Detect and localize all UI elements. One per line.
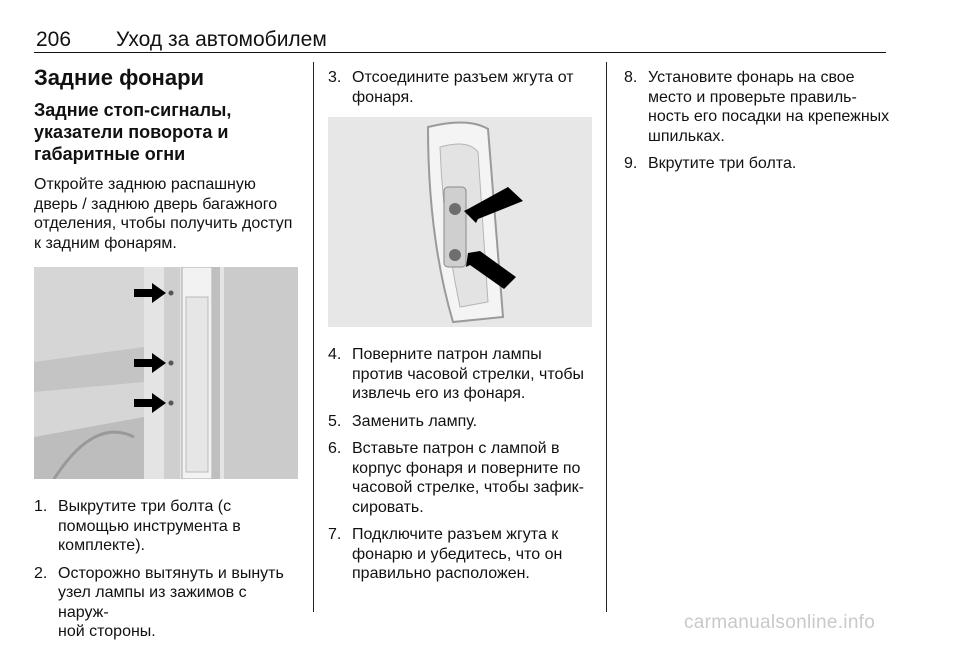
step-number: 7. (328, 526, 342, 543)
running-title: Уход за автомобилем (116, 28, 327, 51)
step-2 (34, 564, 300, 642)
step-line: фонарю и убедитесь, что он (352, 545, 563, 563)
steps-list (34, 497, 300, 642)
subsection-title-line: габаритные огни (34, 144, 186, 164)
step-line: Выкрутите три болта (с (58, 498, 232, 515)
step-number: 3. (328, 69, 342, 86)
subsection-title (34, 99, 300, 165)
step-line: Заменить лампу. (352, 412, 478, 430)
intro-line: к задним фонарям. (34, 234, 177, 252)
step-4 (328, 345, 592, 404)
intro-line: отделения, чтобы получить доступ (34, 215, 293, 232)
step-line: Вкрутите три болта. (648, 155, 797, 172)
step-line: корпус фонаря и поверните по (352, 459, 581, 477)
step-number: 9. (624, 155, 638, 172)
step-number: 6. (328, 440, 342, 457)
step-line: правильно расположен. (352, 565, 530, 582)
intro-paragraph (34, 175, 300, 253)
section-title: Задние фонари (34, 65, 205, 90)
column-middle (328, 58, 592, 592)
step-line: Поверните патрон лампы (352, 346, 542, 363)
door-clips-illustration (34, 267, 298, 479)
step-line: Вставьте патрон с лампой в (352, 440, 560, 457)
step-7 (328, 525, 592, 584)
step-6 (328, 439, 592, 517)
step-line: Отсоедините разъем жгута от (352, 69, 574, 86)
steps-list (328, 68, 592, 107)
step-line: Установите фонарь на свое (648, 69, 855, 86)
column-right (624, 58, 894, 182)
step-line: помощью инструмента в (58, 517, 241, 535)
step-3 (328, 68, 592, 107)
page-header (34, 26, 886, 53)
step-line: сировать. (352, 498, 424, 516)
step-line: фонаря. (352, 88, 414, 106)
step-number: 8. (624, 69, 638, 86)
subsection-title-line: Задние стоп-сигналы, (34, 100, 232, 120)
step-number: 4. (328, 346, 342, 363)
step-number: 2. (34, 564, 48, 582)
watermark: carmanualsonline.info (684, 612, 876, 633)
step-number: 1. (34, 498, 48, 515)
step-line: ность его посадки на крепежных (648, 108, 890, 125)
subsection-title-line: указатели поворота и (34, 122, 229, 142)
step-line: ной стороны. (58, 623, 156, 640)
column-left (34, 58, 300, 650)
step-line: комплекте). (58, 537, 145, 554)
steps-list (328, 345, 592, 584)
step-9 (624, 154, 894, 174)
page-number: 206 (36, 28, 72, 51)
step-line: Подключите разъем жгута к (352, 526, 559, 543)
step-line: Осторожно вытянуть и вынуть (58, 564, 284, 582)
door-clips-photo (34, 267, 298, 479)
intro-line: дверь / заднюю дверь багажного (34, 195, 278, 213)
step-line: извлечь его из фонаря. (352, 385, 526, 402)
step-line: шпильках. (648, 127, 725, 145)
step-line: против часовой стрелки, чтобы (352, 365, 585, 383)
column-divider (606, 62, 607, 612)
step-line: часовой стрелке, чтобы зафик- (352, 479, 584, 496)
step-number: 5. (328, 412, 342, 430)
column-divider (313, 62, 314, 612)
step-line: узел лампы из зажимов с наруж- (58, 584, 247, 621)
steps-list (624, 68, 894, 174)
step-1 (34, 497, 300, 556)
step-5 (328, 412, 592, 432)
intro-line: Откройте заднюю распашную (34, 176, 256, 193)
step-line: место и проверьте правиль- (648, 88, 857, 106)
step-8 (624, 68, 894, 146)
lamp-connector-illustration (328, 117, 592, 327)
lamp-connector-photo (328, 117, 592, 327)
